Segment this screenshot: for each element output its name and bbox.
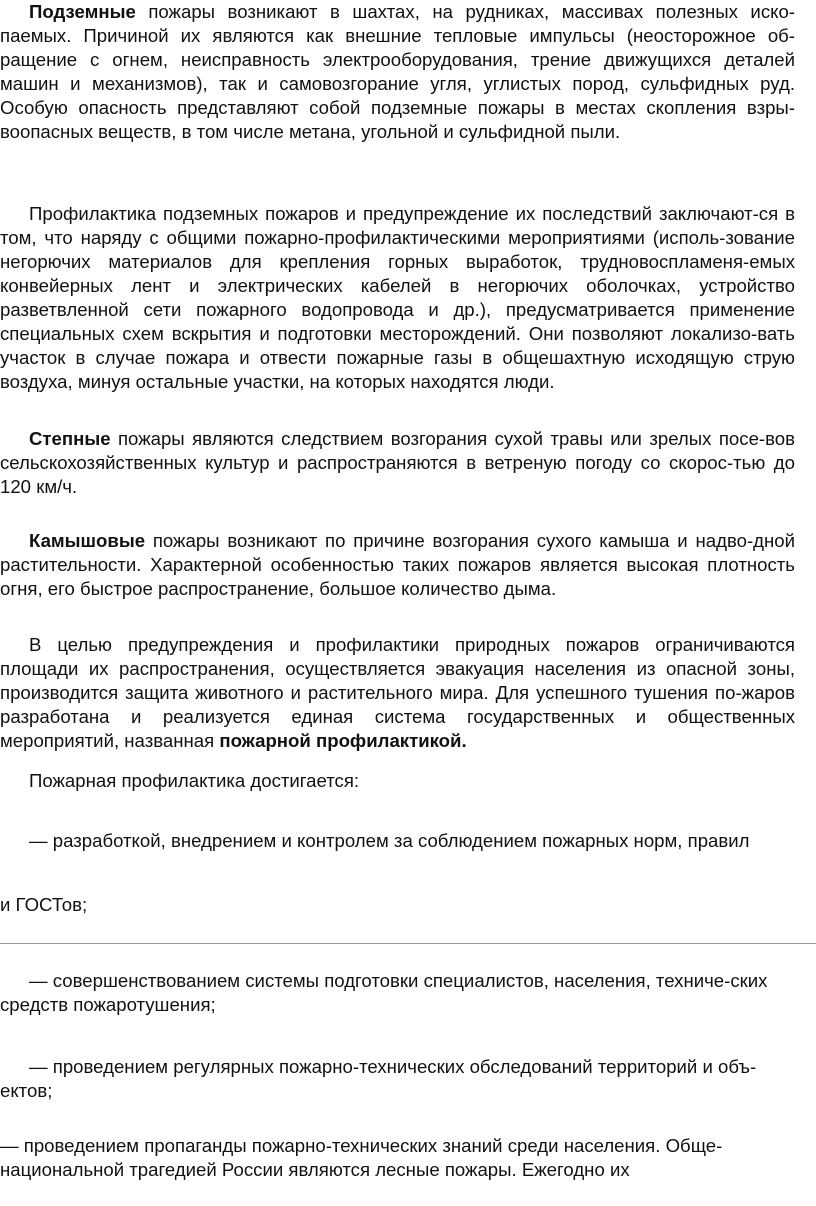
paragraph-underground-prevention xyxy=(0,202,795,394)
list-item-text: — совершенствованием системы подготовки специалистов, населения, техниче-ских средств пожаротушения; xyxy=(0,970,768,1015)
paragraph-text: Пожарная профилактика достигается: xyxy=(29,770,360,791)
list-item-training xyxy=(0,969,795,1017)
paragraph-text: пожары возникают по причине возгорания сухого камыша и надво-дной растительности. Характерной особенностью таких пожаров является высокая плотность огня, его быстрое распространение, большое количество дыма. xyxy=(0,530,795,599)
paragraph-steppe-fires xyxy=(0,427,795,499)
list-item-propaganda xyxy=(0,1134,795,1182)
list-item-text: — разработкой, внедрением и контролем за соблюдением пожарных норм, правил xyxy=(29,830,750,851)
paragraph-underground-fires xyxy=(0,0,795,144)
page-divider xyxy=(0,943,816,944)
paragraph-fire-prevention xyxy=(0,633,795,753)
paragraph-text: пожары возникают в шахтах, на рудниках, массивах полезных иско-паемых. Причиной их являются как внешние тепловые импульсы (неосторожное об-ращение с огнем, неисправность электрооборудования, трение движущихся деталей машин и механизмов), так и самовозгорание угля, углистых пород, сульфидных руд. Особую опасность представляют собой подземные пожары в местах скопления взры-воопасных веществ, в том числе метана, угольной и сульфидной пыли. xyxy=(0,1,795,142)
list-item-text: и ГОСТов; xyxy=(0,894,88,915)
list-item-text: — проведением пропаганды пожарно-технических знаний среди населения. Обще-национальной трагедией России являются лесные пожары. Ежегодно их xyxy=(0,1135,723,1180)
paragraph-reed-fires xyxy=(0,529,795,601)
term-fire-prevention: пожарной профилактикой. xyxy=(219,730,467,751)
list-item-inspections xyxy=(0,1055,795,1103)
list-item-norms xyxy=(0,829,795,853)
paragraph-text: В целью предупреждения и профилактики природных пожаров ограничиваются площади их распространения, осуществляется эвакуация населения из опасной зоны, производится защита животного и растительного мира. Для успешного тушения по-жаров разработана и реализуется единая система государственных и общественных мероприятий, названная xyxy=(0,634,795,751)
list-item-text: — проведением регулярных пожарно-технических обследований территорий и объ-ектов; xyxy=(0,1056,757,1101)
term-reed: Камышовые xyxy=(29,530,146,551)
paragraph-prevention-achieved xyxy=(0,769,795,793)
paragraph-text: Профилактика подземных пожаров и предупреждение их последствий заключают-ся в том, что наряду с общими пожарно-профилактическими мероприятиями (исполь-зование негорючих материалов для крепления горных выработок, трудновоспламеня-емых конвейерных лент и электрических кабелей в негорючих оболочках, устройство разветвленной сети пожарного водопровода и др.), предусматривается применение специальных схем вскрытия и подготовки месторождений. Они позволяют локализо-вать участок в случае пожара и отвести пожарные газы в общешахтную исходящую струю воздуха, минуя остальные участки, на которых находятся люди. xyxy=(0,203,795,392)
term-underground: Подземные xyxy=(29,1,136,22)
term-steppe: Степные xyxy=(29,428,111,449)
paragraph-text: пожары являются следствием возгорания сухой травы или зрелых посе-вов сельскохозяйственных культур и распространяются в ветреную погоду со скорос-тью до 120 км/ч. xyxy=(0,428,795,497)
list-item-norms-continuation xyxy=(0,893,795,917)
